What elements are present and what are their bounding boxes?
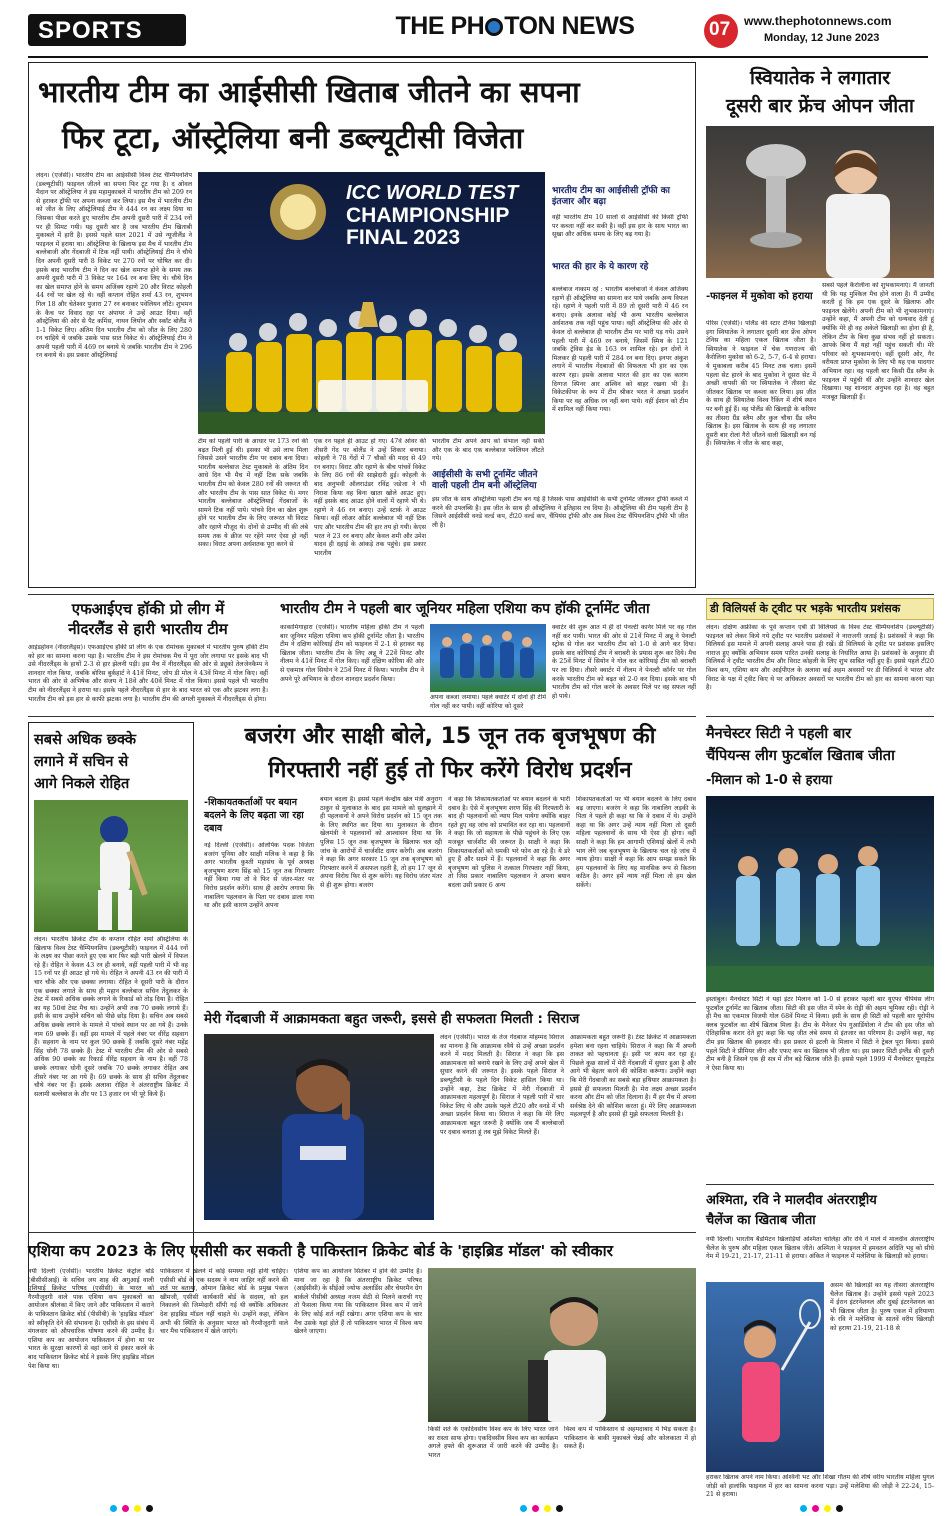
rohit-headline-line2: लगाने में सचिन से	[34, 754, 129, 770]
hockey-nl-text: आइंडहोवन (नीदरलैंड्स)। एफआईएच हॉकी प्रो लीग के एक रोमांचक मुकाबले में भारतीय पुरुष हॉकी टीम को हार का सामना करना पड़ा है। भारतीय टीम ने इस रोमांचक मैच में पूरा जोर लगाया पर इसके बाद भी उसे नीदरलैंड्स के हाथों 2-3 से हार झेलनी पड़ी। इस मैच में नीदरलैंड्स की ओर से ड्यूको तेलजेनकैम्प ने शानदार गोल किया, जबकि बोरिस बुर्कहार्ट ने 41वें मिनट, जोप डी मोल ने 43वें मिनट में गोल किए। वहीं भारत की ओर से अभिषेक और संजय ने 18वें और 40वें मिनट में गोल किया। इससे पहले भी भारतीय टीम को नीदरलैंड्स ने हराया था। इसके पहले नीदरलैंड्स से हार के बाद भारत को एक और झटका लगा है। भारतीय टीम को इस हार से काफी झटका लगा है। भारतीय टीम की अगली मुकाबले में नीदरलैंड्स से होगा।	[28, 644, 268, 703]
wrestlers-subhead: -शिकायतकर्ताओं पर बयान बदलने के लिए बढ़ता जा रहा दबाव	[204, 797, 304, 834]
wtc-subhead-3: आईसीसी के सभी टूर्नामेंट जीतने वाली पहली टीम बनी ऑस्ट्रेलिया	[432, 470, 538, 491]
asiacup-col-b: पाकिस्तान में खेलने में कोई समस्या नहीं होनी चाहिए। एसीसी बोर्ड के एक सदस्य ने नाम जाहिर नहीं करने की शर्त पर बताया, ओमान क्रिकेट बोर्ड के प्रमुख पंकज खीमजी, एसीसी कार्यकारी बोर्ड के सदस्य, को हल निकालने की जिम्मेदारी सौंपी गई थी क्योंकि अधिकतर देश हाइब्रिड मॉडल नहीं चाहते थे। उन्होंने कहा, लेकिन अभी की स्थिति के अनुसार भारत को गैरमौजूदगी वाले चार मैच पाकिस्तान में खेले जाएंगे।	[160, 1268, 288, 1336]
badminton-photo-svg	[706, 1282, 824, 1472]
wrestlers-col-d: शिकायतकर्ताओं पर भी बयान बदलने के लिए दबाव बढ़ जाएगा। बजरंग ने कहा कि नाबालिग लड़की के पिता ने पहले ही कहा था कि वे दबाव में थे। उन्होंने कहा था कि अगर उन्हें न्याय नहीं मिला तो दूसरी महिला पहलवानों के साथ भी ऐसा ही होगा। वहीं साक्षी ने कहा कि हम आगामी एशियाई खेलों में तभी भाग लेंगे जब बृजभूषण के खिलाफ चल रहे जांच में न्याय होगा। साक्षी ने कहा कि आप समझ सकते कि हम पहलवानों के लिए यह मानसिक रूप से कितना कठिन है। अगर हमें न्याय नहीं मिला तो हम खेल सकेंगे।	[576, 796, 696, 889]
badminton-text-top: नयी दिल्ली। भारतीय बैडमिंटन खिलाड़ियों अश्मिता चालिहा और रवि ने माले में मालदीव अंतरराष्ट्रीय चैलेंज के पुरुष और महिला एकल खिताब जीते। अश्मिता ने फाइनल में हमवतन अदिति भट्ट को सीधे गेम में 19-21, 21-17, 21-11 से हराया। अंकित ने फाइनल में मलेशिया के खिलाड़ी को हराया।	[706, 1236, 934, 1261]
swiatek-subhead: -फाइनल में मुकोवा को हराया	[706, 291, 813, 302]
siraj-photo-svg	[204, 1034, 434, 1220]
section-label: SPORTS	[38, 17, 143, 44]
registration-dot-magenta	[122, 1505, 129, 1512]
mancity-photo-svg	[706, 796, 934, 992]
devilliers-headline: डी विलियर्स के ट्वीट पर भड़के भारतीय प्रशंसक	[710, 602, 901, 615]
rohit-photo	[34, 800, 188, 932]
print-registration-bar	[0, 1502, 945, 1516]
wtc-celebration-photo	[198, 172, 545, 434]
wtc-subhead-2: भारत की हार के ये कारण रहे	[552, 262, 649, 272]
registration-dot-cyan	[110, 1505, 117, 1512]
junior-hockey-photo-svg	[430, 624, 546, 692]
website-url[interactable]: www.thephotonnews.com	[744, 14, 892, 28]
wrestlers-col-c: ने कहा कि शिकायतकर्ताओं पर बयान बदलने के भारी दबाव है। ऐसे में बृजभूषण शरण सिंह की गिरफ्तारी के बाद ही पहलवानों को न्याय मिल पायेगा क्योंकि बाहर रहते हुए वह जांच को प्रभावित कर रहा था। पहलवानों ने कहा कि जो सहायता के पीछे पहुंचने के लिए एक मजबूत चार्जशीट की जरूरत है। साक्षी ने कहा कि शिकायतकर्ताओं को धमकी भरे फोन आ रहे हैं। ये डरे हुए हैं और सदमे में हैं। पहलवानों ने कहा कि अगर बृजभूषण को पुलिस ने तत्काल गिरफ्तार नहीं किया, तो जिस प्रकार नाबालिग पहलवान ने अपना बयान बदला उसी प्रकार 6 अन्य	[448, 796, 570, 889]
wrestlers-headline-line1: बजरंग और साक्षी बोले, 15 जून तक बृजभूषण की	[244, 724, 656, 749]
badminton-text-bottom: हराकर खिताब अपने नाम किया। अश्विनी भट और शिखा गौतम की शीर्ष वरीय भारतीय महिला युगल जोड़ी को हालांकि फाइनल में हार का सामना करना पड़ा। उन्हें मलेशिया की जोड़ी ने 22-24, 15-21 से हराया।	[706, 1474, 934, 1499]
registration-dot-cyan-2	[520, 1505, 527, 1512]
badminton-headline-line1: अश्मिता, रवि ने मालदीव अंतरराष्ट्रीय	[706, 1193, 877, 1208]
mancity-headline-line1: मैनचेस्टर सिटी ने पहली बार	[706, 726, 852, 742]
asiacup-col-d: किसी शर्त के एकदिवसीय विश्व कप के लिए भारत जाने का रास्ता साफ होगा। एकदिवसीय विश्व कप का कार्यक्रम अगले हफ्ते की शुरूआत में जारी करने की उम्मीद है। भारत	[428, 1426, 558, 1459]
wtc-sub2-text: बल्लेबाज नाकाम रहे : भारतीय बल्लेबाजों ने केवल अजिंक्य रहाणे ही ऑस्ट्रेलिया का सामना कर पाये जबकि अन्य विफल रहे। रहाणे ने पहली पारी में 89 तो दूसरी पारी में 46 रन बनाए। इनके अलावा कोई भी अन्य भारतीय बल्लेबाज अर्धशतक तक नहीं पहुंच पाया। वहीं ऑस्ट्रेलिया की ओर से केवल दो बल्लेबाज ही भारतीय टीम पर भारी पड़ गये। उसने पहली पारी में 469 रन बनाये, जिसमें स्मिथ के 121 जबकि ट्रेविस हेड के 163 रन शामिल रहे। इन दोनों ने मिलकर ही पहली पारी में 284 रन बना दिए। इनपर अंकुश लगाने में भारतीय गेंदबाजों की विफलता भी हार का एक कारण रहा। इसके अलावा भारत की हार का एक कारण दिग्गज स्पिनर आर अश्विन को बाहर रखना भी है। विकेटकीपर के रूप में टीम श्रीकर भरत ने अच्छा प्रदर्शन किया पर वह अधिक रन नहीं बना पाये। वहीं ईशान को टीम में शामिल नहीं किया गया।	[552, 286, 688, 414]
junior-hockey-photo	[430, 624, 546, 692]
registration-dot-yellow	[134, 1505, 141, 1512]
mancity-headline-line2: चैंपियन्स लीग फुटबॉल खिताब जीता	[706, 748, 895, 764]
asiacup-headline: एशिया कप 2023 के लिए एसीसी कर सकती है पाकिस्तान क्रिकेट बोर्ड के 'हाइब्रिड मॉडल' को स्वीकार	[28, 1242, 613, 1260]
wtc-photo-title1: ICC WORLD TEST	[346, 182, 519, 204]
jay-shah-photo-svg	[428, 1268, 696, 1422]
sports-section-badge	[28, 14, 186, 46]
rohit-headline-line3: आगे निकले रोहित	[34, 776, 130, 792]
wtc-subhead-1: भारतीय टीम का आईसीसी ट्रॉफी का इंतजार और बढ़ा	[552, 186, 671, 207]
rohit-text: लंदन। भारतीय क्रिकेट टीम के कप्तान रोहित शर्मा ऑस्ट्रेलिया के खिलाफ विश्व टेस्ट चैम्पियनशिप (डब्ल्यूटीसी) फाइनल में 444 रनों के लक्ष्य का पीछा करते हुए एक बार फिर बड़ी पारी खेलने में विफल रहे हैं। रोहित ने केवल 43 रन ही बनाये, वहीं पहली पारी में भी वह 15 रनों पर ही आउट हो गये थे। रोहित ने अपनी 43 रन की पारी में चार चौके और एक छक्का लगाया। रोहित ने दूसरी पारी के दौरान एक छक्का लगाते के साथ ही महान बल्लेबाज सचिन तेंदुलकर के टेस्ट में सबसे अधिक छक्के लगाने के रिकार्ड को तोड़ दिया है। रोहित का यह 50वां टेस्ट मैच था। उन्होंने अभी तक 70 छक्के लगाये हैं। इसी के साथ उन्होंने सचिन को पीछे छोड़ दिया है। सचिन अब सबसे अधिक छक्के लगाने के मामले में पांचवे स्थान पर आ गये हैं। उनके नाम 69 छक्के हैं। वहीं इस मामले में पहले नंबर पर वीरेंद्र सहवाग हैं। सहवाग के नाम पर कुल 90 छक्के हैं जबकि दूसरे नंबर महेंद्र सिंह धोनी 78 छक्के हैं। टेस्ट में भारतीय टीम की ओर से सबसे अधिक 90 छक्के का रिकार्ड वीरेंद्र सहवाग के नाम है। वहीं 78 छक्के लगाकर धोनी दूसरे जबकि 70 छक्के लगाकर रोहित अब तीसरे नंबर पर आ गये हैं। 69 छक्के के साथ ही सचिन तेंदुलकर चौथे नंबर पर हैं। इसके अलावा रोहित ने अंतरराष्ट्रीय क्रिकेट में सलामी बल्लेबाज के तौर पर 13 हजार रन भी पूरे किये हैं।	[34, 936, 188, 1098]
badminton-headline-line2: चैलेंज का खिताब जीता	[706, 1213, 816, 1228]
hockey-nl-headline-line1: एफआईएच हॉकी प्रो लीग में	[71, 600, 225, 618]
wrestlers-col-a: नई दिल्ली (एजेंसी)। ओलंपिक पदक विजेता बजरंग पूनिया और साक्षी मलिक ने कहा है कि अगर भारतीय कुश्ती महासंघ के पूर्व अध्यक्ष बृजभूषण शरण सिंह को 15 जून तक गिरफ्तार नहीं किया गया तो वे फिर से जंतर-मंतर पर विरोध प्रदर्शन करेंगे। साथ ही आरोप लगाया कि नाबालिग पहलवान के पिता पर दबाव डाला गया था और इसी कारण उन्होंने अपना	[204, 842, 314, 910]
wtc-sub1-text: वहीं भारतीय टीम 10 सालों से आईसीसी की किसी ट्रॉफी पर कब्जा नहीं कर सकी है। वहीं इस हार के साथ भारत का सूखा और अधिक समय के लिए बढ़ गया है।	[552, 214, 688, 239]
mancity-photo	[706, 796, 934, 992]
mancity-text: इस्तांबुल। मैनचेस्टर सिटी ने यहां इंटर मिलान को 1-0 से हराकर पहली बार यूएफा चैंपियंस लीग फुटबॉल टूर्नामेंट का खिताब जीता। सिटी की इस जीत में स्पेन के रोड्री की अहम भूमिका रही। रोड्री ने ही मैच का एकमात्र विजयी गोल 68वें मिनट में किया। इसी के साथ ही सिटी को पहली बार यूरोपीय क्लब फुटबॉल का शीर्ष खिताब मिला है। टीम के मैनेजर पेप गुआर्डियोला ने टीम की इस जीत को ऐतिहासिक करार देते हुए कहा कि यह जीत लंबे समय से इंतजार का परिणाम है। उन्होंने कहा, यह टीम इस खिताब की हकदार थी। इस प्रकार से इटली के मिलान में सिटी ने ट्रेबल पूरा किया। इससे पहले सिटी ने प्रीमियर लीग और एफए कप का खिताब भी जीता था। इस प्रकार सिटी इंग्लैंड की दूसरी टीम बनी है जिसने एक ही सत्र में तीन बड़े खिताब जीते हैं। इससे पहले 1999 में मैनचेस्टर यूनाइटेड ने ऐसा किया था।	[706, 996, 934, 1072]
asiacup-col-a: नयी दिल्ली (एजेंसी)। भारतीय क्रिकेट कंट्रोल बोर्ड (बीसीसीआई) के सचिव जय शाह की अगुआई वाली एशियाई क्रिकेट परिषद (एसीसी) के भारत को गैरमौजूदगी वाले पाक एशिया कप मुकाबलों का आयोजन श्रीलंका में किए जाने और पाकिस्तान में कराने के पाकिस्तान क्रिकेट बोर्ड (पीसीबी) के 'हाइब्रिड मॉडल' को स्वीकृति देने की संभावना है। एसीसी के इस संबंध में मंगलवार को औपचारिक घोषणा करने की उम्मीद है। एशिया कप का आयोजन पाकिस्तान में होना था पर भारत के सुरक्षा कारणों से वहां जाने से इंकार करने के बाद पाकिस्तान क्रिकेट बोर्ड ने इसके लिए हाइब्रिड मॉडल पेश किया था।	[28, 1268, 154, 1370]
registration-dot-black-3	[836, 1505, 843, 1512]
jay-shah-photo	[428, 1268, 696, 1422]
junior-hockey-headline: भारतीय टीम ने पहली बार जूनियर महिला एशिया कप हॉकी टूर्नामेंट जीता	[280, 601, 650, 617]
registration-dot-yellow-3	[824, 1505, 831, 1512]
swiatek-headline-line1: स्वियातेक ने लगातार	[749, 67, 891, 89]
devilliers-text: लंदन। दक्षिण अफ्रीका के पूर्व कप्तान एबी डी विलियर्स के विश्व टेस्ट चैम्पियनशिप (डब्ल्यूटीसी) फाइनल को लेकर किये गये ट्वीट पर भारतीय प्रशंसकों ने नाराजगी जताई है। प्रशंसकों ने कहा कि विलियर्स इस मामले में अपनी सलाह अपने पास ही रखें। डी विलियर्स के ट्वीट पर प्रशंसक इसलिए नाराज हुए क्योंकि अभियान समय पारित उनकी सलाह के निर्धारित आया है। प्रशंसकों के अनुसार डी विलियर्स ने ट्वीट भारतीय टीम और विराट कोहली के लिए शुभ साबित नहीं हुए हैं। इससे पहले टी20 विश्व कप, एशिया कप और आईपीएल के अलावा कई अहम अवसरों पर डी विलियर्स ने भारत और विराट के पक्ष में ट्वीट किए थे पर अधिकतर अवसरों पर भारतीय टीम को हार का सामना करना पड़ा है।	[706, 624, 934, 692]
registration-dot-black	[146, 1505, 153, 1512]
wtc-headline-line1: भारतीय टीम का आईसीसी खिताब जीतने का सपना	[38, 75, 580, 109]
registration-dot-magenta-3	[812, 1505, 819, 1512]
registration-dot-magenta-2	[532, 1505, 539, 1512]
asiacup-col-e: विश्व कप में पाकिस्तान से अहमदाबाद में भिड़ सकता है। पाकिस्तान के बाकी मुकाबले चेन्नई और कोलकाता में हो सकते हैं।	[564, 1426, 696, 1451]
swiatek-headline-line2: दूसरी बार फ्रेंच ओपन जीता	[726, 95, 914, 117]
wtc-col1-text: लंदन। (एजेंसी)। भारतीय टीम का आईसीसी विश्व टेस्ट चैम्पियनशिप (डब्ल्यूटीसी) फाइनल जीतने का सपना फिर टूट गया है। द ओवल मैदान पर ऑस्ट्रेलिया ने इस महामुकाबले में भारतीय टीम को 209 रन से हराकर ट्रॉफी पर अपना कब्जा कर लिया। इस मैच में भारतीय टीम को जीत के लिए ऑस्ट्रेलियाई टीम ने 444 रन का लक्ष्य दिया था जिसका पीछा करते हुए भारतीय टीम अपनी दूसरी पारी में 234 रनों पर ही सिमट गयी। यह दूसरी बार है जब भारतीय टीम खिताबी मुकाबले में हारी है। इससे पहले साल 2021 में उसे न्यूजीलैंड ने फाइनल में हराया था। ऑस्ट्रेलिया के खिलाफ इस मैच में भारतीय टीम बल्लेबाजी और गेंदबाजी में टिक नहीं पायी। ऑस्ट्रेलियाई टीम ने चौथे दिन अपनी दूसरी पारी 8 विकेट पर 270 रनों पर घोषित कर दी। इसके बाद भारतीय टीम ने दिन का खेल समाप्त होने के समय तक अपनी दूसरी पारी में 3 विकेट पर 164 रन बना लिए थे। चौथे दिन का खेल समाप्त होने के समय अजिंक्य रहाणे 20 और विराट कोहली 44 रनों पर खेल रहे थे। वहीं कप्तान रोहित शर्मा 43 रन, शुभमन गिल 18 और चेतेश्वर पुजारा 27 रन बनाकर पवेलियन लौटे। शुभमन के कैच पर विवाद रहा पर अंपायर ने उन्हें आउट दिया। वहीं ऑस्ट्रेलिया की ओर से पैट कमिंस, नाथन लियोन और स्कॉट बोलैंड ने 1-1 विकेट लिए। अंतिम दिन भारतीय टीम को जीत के लिए 280 रन चाहिये थे जबकि उसके पास सात विकेट थे। ऑस्ट्रेलियाई टीम ने अपनी पहली पारी में 469 रन बनाये थे जबकि भारतीय टीम ने 296 रन बनाये थे। इस प्रकार ऑस्ट्रेलियाई	[36, 172, 192, 360]
wtc-underphoto-col-a: टीम को पहली पारी के आधार पर 173 रनों की बढ़त मिली हुई थी। इसका भी उसे लाभ मिला जिससे उसने भारतीय टीम पर दबाव बना दिया। भारतीय बल्लेबाज टेस्ट मुकाबले के अंतिम दिन आधे दिन भी मैच में नहीं टिक सके जबकि भारतीय टीम को केवल 280 रनों की जरूरत थी और भारतीय टीम के पास सात विकेट थे। मगर भारतीय बल्लेबाज ऑस्ट्रेलियाई गेंदबाजों के सामने टिक नहीं पाये। पांचवे दिन का खेल शुरू होने पर भारतीय टीम के लिए जरूरत थी विराट और रहाणे मौजूद थे। दोनों से उम्मीद थी की लंबे समय तक ये क्रीज पर रहेंगे मगर ऐसा हो नहीं सका। विराट अपना अर्धशतक पूरा करने से	[198, 438, 308, 549]
swiatek-photo	[706, 126, 934, 278]
hockey-nl-headline-line2: नीदरलैंड से हारी भारतीय टीम	[68, 620, 228, 638]
wtc-photo-title3: FINAL 2023	[346, 226, 460, 249]
wtc-underphoto-col-b: एक रन पहले ही आउट हो गए। 47वें ओवर की तीसरी गेंद पर बोलैंड ने उन्हें शिकार बनाया। कोहली ने 78 गेंदों में 7 चौकों की मदद से 49 रन बनाए। विराट और रहाणे के बीच पांचवें विकेट के लिए 86 रनों की साझेदारी हुई। कोहली के बाद अनुभवी ऑलराउंडर रविंद्र जडेजा ने भी निराश किया वह बिना खाता खोले आउट हुए। वहीं इसके बाद आउट होने वालों में रहाणे भी थे। रहाणे ने 46 रन बनाए। उन्हें स्टार्क ने आउट किया। वहीं लोअर ऑर्डर बल्लेबाज भी नहीं टिक पाए और भारतीय टीम की हार तय हो गयी। केएस भरत ने 23 रन बनाए और केवल शमी और उमेश यादव ही दहाई के आंकड़े तक पहुंचे। इस प्रकार भारतीय	[314, 438, 426, 557]
registration-dot-black-2	[556, 1505, 563, 1512]
wtc-photo-title2: CHAMPIONSHIP	[346, 204, 510, 227]
siraj-col-a: लंदन (एजेंसी)। भारत के तेज गेंदबाज मोहम्मद सिराज का मानना है कि आक्रामक रवैये से उन्हें अच्छा प्रदर्शन करने में मदद मिलती है। सिराज ने कहा कि इस आक्रामकता को बनाये रखने के लिए उन्हें अपने खेल में सुधार करने की जरूरत है। इसके पहले सिराज ने डब्ल्यूटीसी के पहले दिन विकेट हासिल किया था। उन्होंने कहा, टेस्ट क्रिकेट में मेरी गेंदबाजी में आक्रामकता महत्वपूर्ण है। सिराज ने पहली पारी में चार विकेट लिए थे और उसके पहले टी20 और वनडे में भी अच्छा प्रदर्शन किया था। सिराज ने कहा कि मेरे लिए आक्रामकता बहुत जरूरी है क्योंकि जब मैं बल्लेबाजों पर दबाव बनाता हूं तब मुझे विकेट मिलते हैं।	[440, 1034, 564, 1136]
registration-dot-yellow-2	[544, 1505, 551, 1512]
masthead-right: TON NEWS	[504, 12, 635, 40]
mancity-subhead: -मिलान को 1-0 से हराया	[706, 773, 833, 788]
page-number: 07	[709, 19, 731, 40]
rohit-headline-line1: सबसे अधिक छक्के	[34, 732, 137, 748]
junior-hockey-caption: अपना कब्जा जमाया। पहले क्वार्टर में दोनों ही टीमें गोल नहीं कर पायी। वहीं कोरिया को दूसरे	[430, 694, 546, 710]
wtc-underphoto-col-c: भारतीय टीम अपने आप को संभाल नहीं सकी और एक के बाद एक बल्लेबाज पवेलियन लौटते गये।	[432, 438, 544, 463]
wtc-headline-line2: फिर टूटा, ऑस्ट्रेलिया बनी डब्ल्यूटीसी विजेता	[62, 121, 524, 155]
asiacup-col-c: एशिया कप का आयोजन सितंबर में होने की उम्मीद है। माना जा रहा है कि अंतरराष्ट्रीय क्रिकेट परिषद (आईसीसी) के सीईओ ज्योफ अलार्डिस और चेयरमैन ग्रेग बार्कले पीसीबी अध्यक्ष नजम सेठी से मिलने कराची गए तो फैसला किया गया कि पाकिस्तान विश्व कप में जाने के लिए कोई शर्त नहीं रखेगा। अगर एशिया कप के चार मैच उसके यहां होते हैं तो पाकिस्तान भारत में विश्व कप खेलने जाएगा।	[294, 1268, 422, 1336]
siraj-col-b: आक्रामकता बहुत जरूरी है। टेस्ट क्रिकेट में आक्रामकता हमेशा बना रहना चाहिये। सिराज ने कहा कि मैं अपनी ताकत को पहचानता हूं। इसी पर काम कर रहा हूं। पिछले कुछ सालों में मेरी गेंदबाजी में सुधार हुआ है और आगे भी बेहतर करने की कोशिश करूंगा। उन्होंने कहा कि मेरी गेंदबाजी का सबसे बड़ा हथियार आक्रामकता है। इससे ही सफलता मिलती है। मेरा लक्ष्य अच्छा प्रदर्शन करना और टीम को जीत दिलाना है। मैं हर मैच में अपना सर्वश्रेष्ठ देने की कोशिश करता हूं। मेरे लिए आक्रामकता महत्वपूर्ण है और इससे ही मुझे सफलता मिलती है।	[570, 1034, 696, 1119]
wrestlers-col-b: बयान बदला है। इससे पहले केन्द्रीय खेल मंत्री अनुराग ठाकुर से मुलाकात के बाद इस मामले को सुलझाने में ही पहलवानों ने अपने विरोध प्रदर्शन को 15 जून तक के लिए स्थगित कर दिया था। मुलाकात के दौरान खेलमंत्री ने पहलवानों को आश्वासन दिया था कि पुलिस 15 जून तक बृजभूषण के खिलाफ चल रही जांच के आरोपों में चार्जशीट दायर करेगी। अब बजरंग ने कहा कि अगर सरकार 15 जून तक बृजभूषण को गिरफ्तार करने में असफल रहती है, तो हम 17 जून से अपना विरोध फिर से शुरू करेंगे। यह विरोध जंतर मंतर से ही शुरू होगा। बजरंग	[320, 796, 442, 889]
badminton-photo	[706, 1282, 824, 1472]
issue-date: Monday, 12 June 2023	[764, 32, 880, 44]
masthead-left: THE PH	[395, 12, 485, 40]
page-number-badge	[704, 14, 738, 48]
junior-hockey-col-b: क्वार्टर की शुरू आत में ही दो पेनल्टी कार्नर मिले पर वह गोल नहीं कर पायी। भारत की ओर से 21वें मिनट में अन्नू ने पेनल्टी स्ट्रोक से गोल कर भारतीय टीम को 1-0 से आगे कर दिया। इसके बाद कोरियाई टीम ने बराबरी के प्रयास शुरू कर दिये। मैच के 25वें मिनट में सियोन ने गोल कर कोरियाई टीम को बराबरी पर ला दिया। तीसरे क्वार्टर में नीलम ने पेनल्टी कॉर्नर पर गोल करके भारतीय टीम को बढ़त को 2-0 कर दिया। इसके बाद भी भारतीय टीम को गोल करने के अवसर मिले पर वह सफल नहीं हो पाये।	[552, 624, 696, 700]
swiatek-col-a: पेरिस (एजेंसी)। पोलैंड की स्टार टेनिस खिलाड़ी इगा स्वियातेक ने लगातार दूसरी बार फ्रेंच ओपन टेनिस का महिला एकल खिताब जीता है। स्वियातेक ने फाइनल में चेक गणराज्य की कैरोलिना मुकोवा को 6-2, 5-7, 6-4 से हराया। ये मुकाबला करीब 45 मिनट तक चला। इसमें पहला सेट हारने के बाद मुकोवा ने दूसरा सेट में अच्छी वापसी की पर स्वियातेक ने तीसरा सेट जीतकर खिताब पर कब्जा कर लिया। इस जीत के साथ ही स्वियातेक विश्व रैंकिंग में शीर्ष स्थान पर बनी हुई हैं। वह पोलैंड की खिलाड़ी के करियर का तीसरा ग्रैंड स्लैम और कुल चौथा ग्रैंड स्लैम खिताब है। इस खिताब के साथ ही वह लगातार दूसरी बार रोलां गैरो जीतने वाली खिलाड़ी बन गई हैं। स्वियातेक ने जीत के बाद कहा,	[706, 320, 816, 448]
registration-dot-cyan-3	[800, 1505, 807, 1512]
siraj-headline: मेरी गेंदबाजी में आक्रामकता बहुत जरूरी, इससे ही सफलता मिलती : सिराज	[204, 1011, 580, 1027]
siraj-photo	[204, 1034, 434, 1220]
swiatek-col-b: सबसे पहले कैरोलीना को शुभकामनाएं। मैं जानती थी कि यह मुश्किल मैच होने वाला है। मैं उम्मीद करती हूं कि हम एक दूसरे के खिलाफ और फाइनल खेलेंगे। अपनी टीम को भी शुभकामनाएं। उन्होंने कहा, मैं अपनी टीम को धन्यवाद देती हूं क्योंकि मेरे ही वह अकेले खिलाड़ी का होना ही है, लेकिन टीम के बिना कुछ संभव नहीं हो सकता। आपके बिना मैं यहां नहीं पहुंच सकती थी। मेरे परिवार को शुभकामनाएं। वहीं दूसरी ओर, गैर वरीयता प्राप्त मुकोवा के लिए भी यह एक यादगार अभियान रहा। वह पहली बार किसी ग्रैंड स्लैम के फाइनल में पहुंची थीं और उन्होंने शानदार खेल दिखाया। यह शानदार अनुभव रहा है। वह बहुत मजबूत खिलाड़ी हैं।	[822, 282, 934, 401]
wrestlers-headline-line2: गिरफ्तारी नहीं हुई तो फिर करेंगे विरोध प्रदर्शन	[268, 758, 632, 783]
swiatek-photo-svg	[706, 126, 934, 278]
junior-hockey-col-a: काकामिगाहारा (एजेंसी)। भारतीय महिला हॉकी टीम ने पहली बार जूनियर महिला एशिया कप हॉकी टूर्नामेंट जीता है। भारतीय टीम ने दक्षिण कोरियाई टीम को फाइनल में 2-1 से हराकर यह खिताब जीता। भारतीय टीम के लिए अन्नू ने 22वें मिनट और नीलम ने 41वें मिनट में गोल किए। वहीं दक्षिण कोरिया की ओर से एकमात्र गोल सियोन ने 25वें मिनट में किया। भारतीय टीम ने अपने पूरे अभियान के दौरान शानदार प्रदर्शन किया।	[280, 624, 424, 683]
wtc-sub3-text: इस जीत के साथ ऑस्ट्रेलिया पहली टीम बन गई है जिसके पास आईसीसी के सभी टूर्नामेंट जीतकर ट्रॉफी कब्जे में करने की उपलब्धि है। इस जीत के साथ ही ऑस्ट्रेलिया ने इतिहास रच दिया है। ऑस्ट्रेलिया की टीम पहली टीम है जिसने आईसीसी वनडे वर्ल्ड कप, टी20 वर्ल्ड कप, चैंपियंस ट्रॉफी और अब विश्व टेस्ट चैंपियनशिप ट्रॉफी भी जीत ली है।	[432, 496, 688, 529]
rohit-photo-svg	[34, 800, 188, 932]
photon-logo-icon	[485, 18, 503, 36]
masthead	[370, 12, 660, 52]
badminton-text-side: असम की खिलाड़ी का यह तीसरा अंतरराष्ट्रीय चैलेंज खिताब है। उन्होंने इससे पहले 2023 में ईरान इंटरनेशनल और दुबई इंटरनेशनल का भी खिताब जीता है। पुरुष एकल में हरियाणा के रवि ने मलेशिया के सातवें वरीय खिलाड़ी को हराया 21-19, 21-18 से	[830, 1282, 934, 1332]
